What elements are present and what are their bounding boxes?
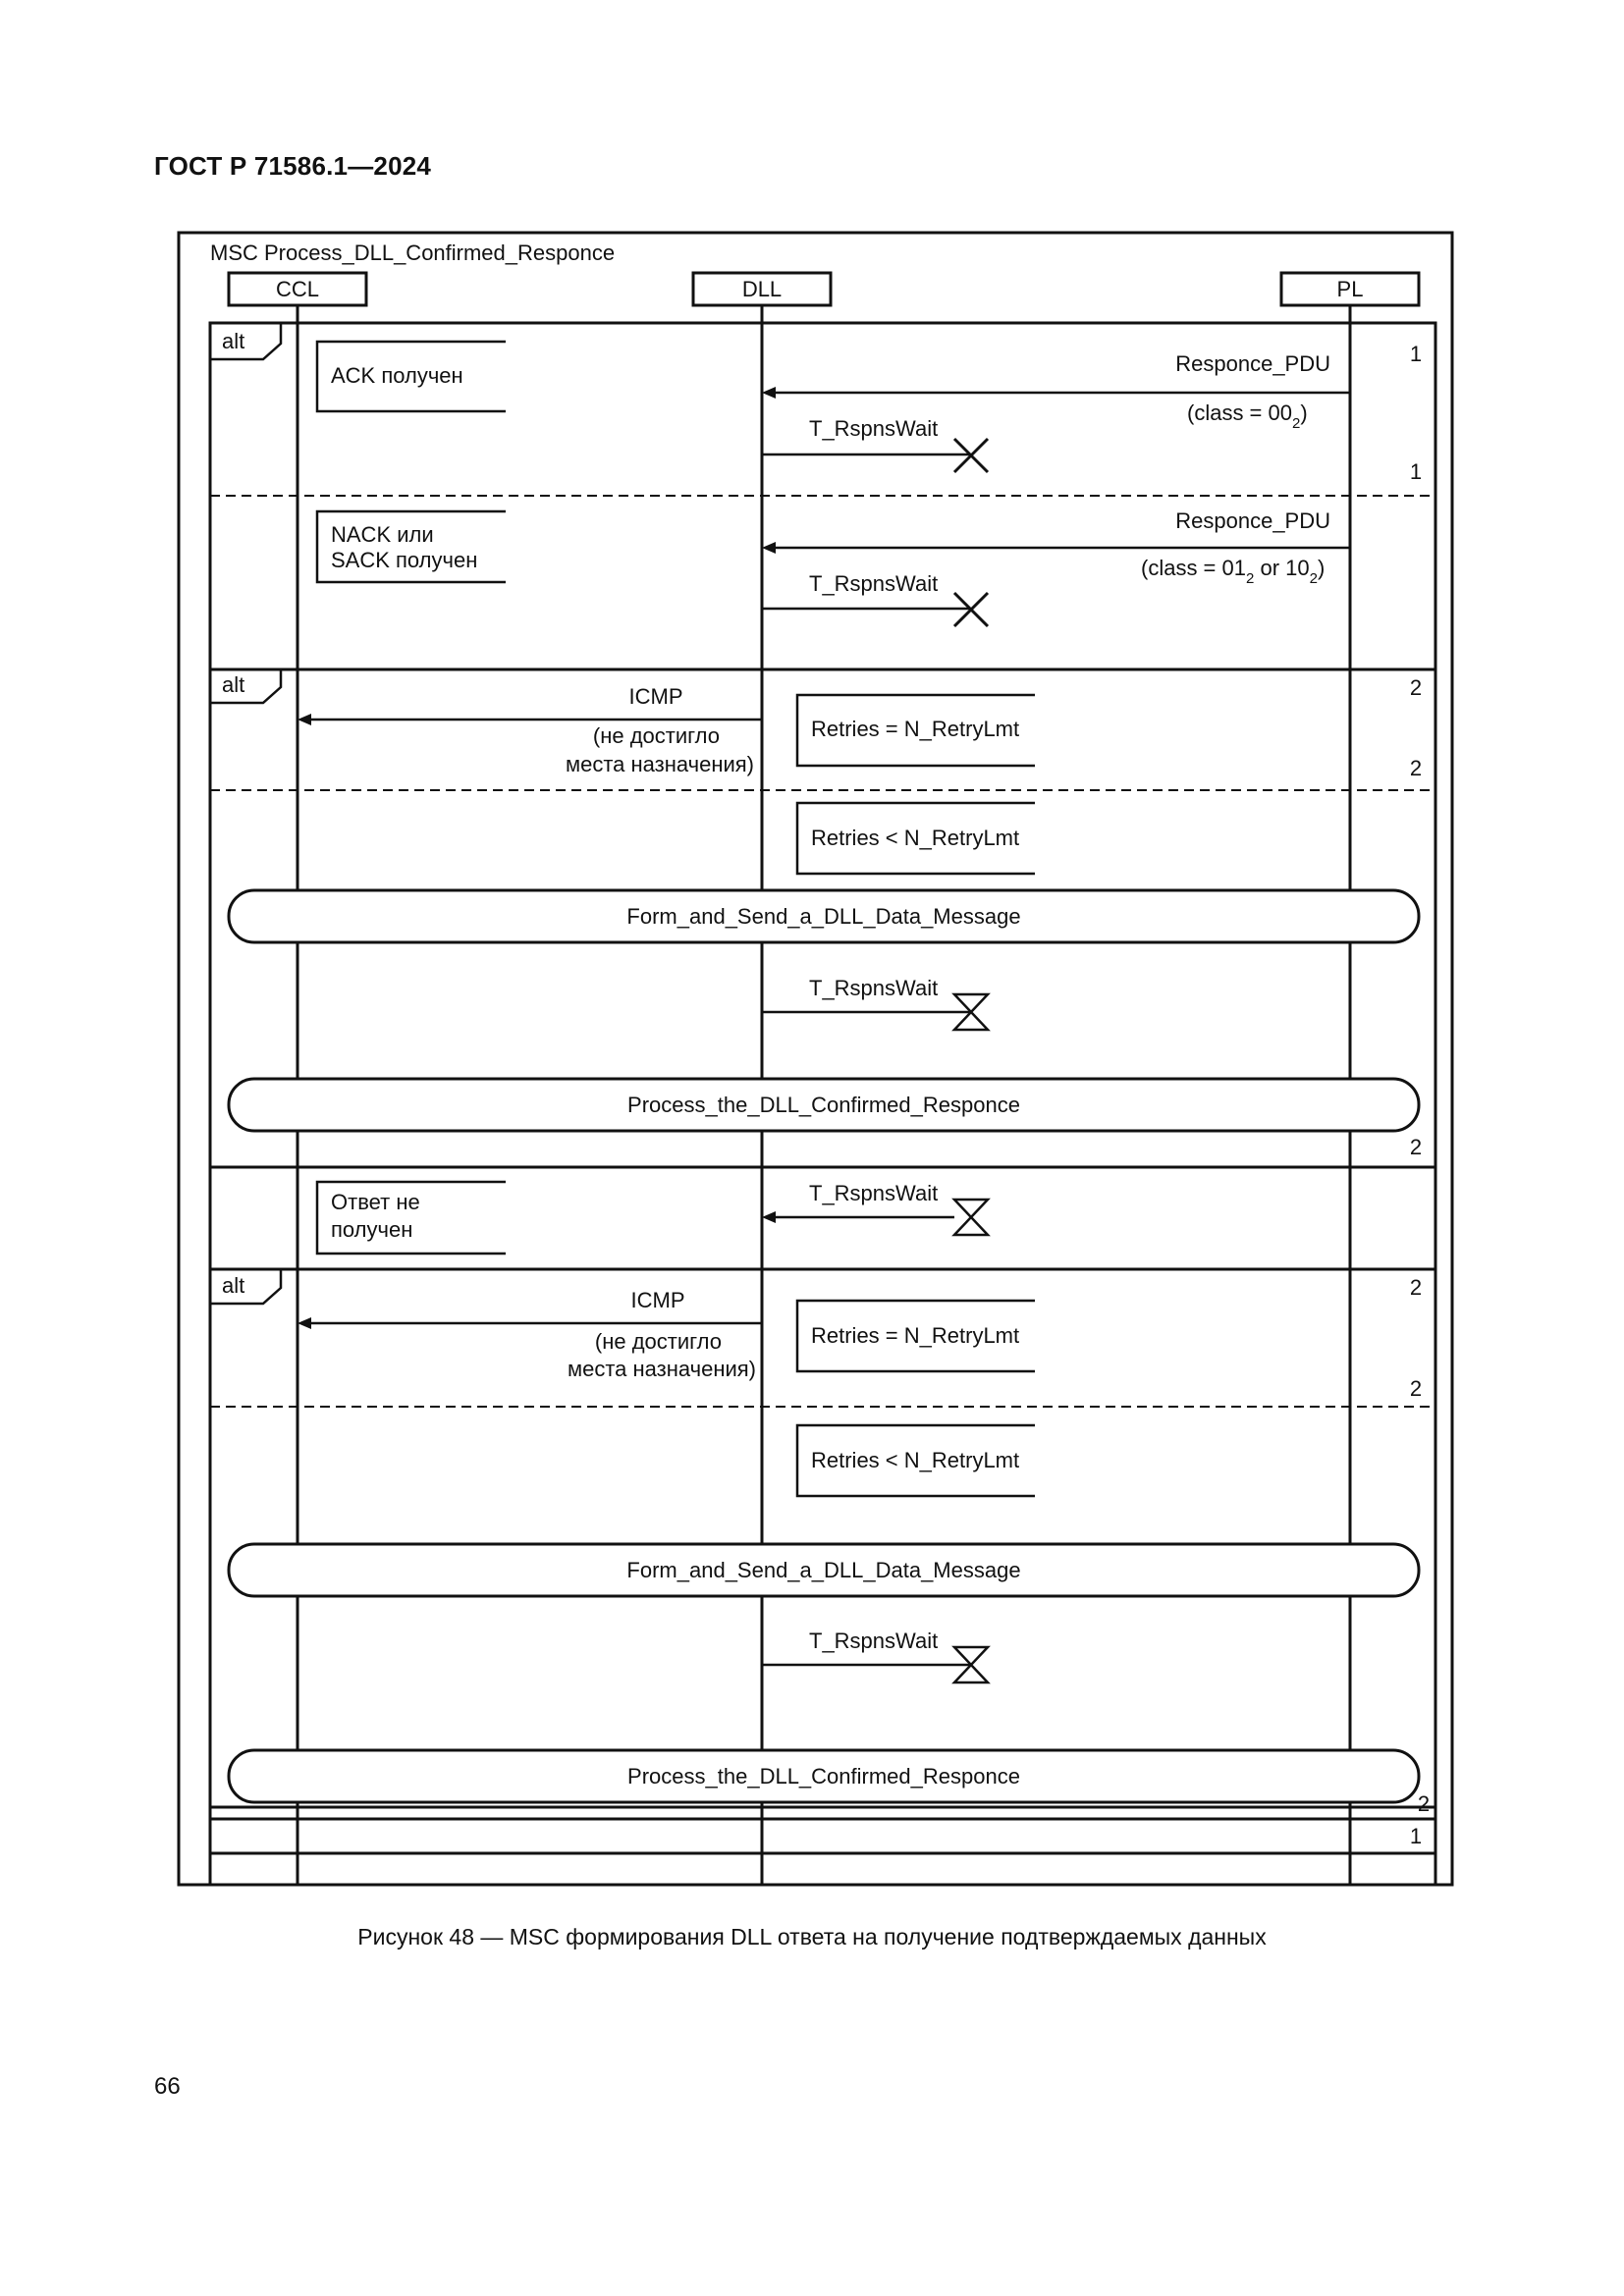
icmp-note-1-line1: (не достигло xyxy=(592,723,720,748)
instance-label-dll: DLL xyxy=(741,277,783,301)
figure-caption: Рисунок 48 — MSC формирования DLL ответа на получение подтверждаемых данных xyxy=(357,1924,1267,1949)
icmp-note-1-line2: места назначения) xyxy=(565,752,754,776)
alt-tag-inner-2 xyxy=(210,1269,281,1304)
connector-label: 1 xyxy=(1409,342,1423,366)
timer-label-e: T_RspnsWait xyxy=(809,1629,939,1653)
condition-nack-line2: SACK получен xyxy=(331,548,478,572)
condition-no-answer-line1: Ответ не xyxy=(331,1190,420,1214)
reference-label-form-and-send-1: Form_and_Send_a_DLL_Data_Message xyxy=(626,904,1021,929)
alt-label-inner-2: alt xyxy=(222,1273,245,1298)
connector-label: 2 xyxy=(1409,1275,1423,1300)
connector-label: 2 xyxy=(1409,756,1423,780)
reference-label-form-and-send-2: Form_and_Send_a_DLL_Data_Message xyxy=(626,1558,1021,1582)
alt-label-outer: alt xyxy=(222,329,245,353)
connector-label: 1 xyxy=(1409,459,1423,484)
alt-frame-inner-2 xyxy=(210,1269,1435,1807)
connector-label: 1 xyxy=(1409,1824,1423,1848)
connector-label: 2 xyxy=(1409,1135,1423,1159)
timer-label-c: T_RspnsWait xyxy=(809,976,939,1000)
document-header: ГОСТ Р 71586.1—2024 xyxy=(154,151,432,181)
message-label-icmp-2: ICMP xyxy=(630,1288,685,1312)
timer-label-b: T_RspnsWait xyxy=(809,571,939,596)
condition-retries-eq-2-label: Retries = N_RetryLmt xyxy=(811,1323,1020,1348)
msc-title: MSC Process_DLL_Confirmed_Responce xyxy=(210,240,616,265)
arrowhead-timer-d xyxy=(762,1211,776,1223)
reference-label-process-2: Process_the_DLL_Confirmed_Responce xyxy=(627,1764,1020,1789)
alt-tag-inner-1 xyxy=(210,669,281,703)
arrowhead-responce-pdu-b xyxy=(762,542,776,554)
class-label-b: (class = $01_2$ or $10_2$) xyxy=(1141,556,1326,587)
connector-label: 2 xyxy=(1417,1791,1431,1816)
connector-label: 2 xyxy=(1409,1376,1423,1401)
condition-retries-eq-1-label: Retries = N_RetryLmt xyxy=(811,717,1020,741)
alt-tag-outer xyxy=(210,323,281,359)
instance-label-pl: PL xyxy=(1336,277,1364,301)
alt-label-inner-1: alt xyxy=(222,672,245,697)
condition-no-answer-line2: получен xyxy=(331,1217,413,1242)
message-label-responce-pdu-a: Responce_PDU xyxy=(1175,351,1330,376)
arrowhead-icmp-2 xyxy=(298,1317,311,1329)
message-label-icmp-1: ICMP xyxy=(628,684,683,709)
timer-label-a: T_RspnsWait xyxy=(809,416,939,441)
icmp-note-2-line1: (не достигло xyxy=(594,1329,722,1354)
timer-label-d: T_RspnsWait xyxy=(809,1181,939,1205)
arrowhead-responce-pdu-a xyxy=(762,387,776,399)
page-number: 66 xyxy=(154,2073,181,2100)
condition-retries-lt-1-label: Retries < N_RetryLmt xyxy=(811,826,1020,850)
arrowhead-icmp-1 xyxy=(298,714,311,725)
instance-label-ccl: CCL xyxy=(275,277,320,301)
class-label-a: (class = $00_2$) xyxy=(1187,400,1308,432)
condition-nack-line1: NACK или xyxy=(331,522,434,547)
message-label-responce-pdu-b: Responce_PDU xyxy=(1175,508,1330,533)
timer-hourglass-icon-d xyxy=(954,1200,988,1235)
condition-retries-lt-2-label: Retries < N_RetryLmt xyxy=(811,1448,1020,1472)
reference-label-process-1: Process_the_DLL_Confirmed_Responce xyxy=(627,1093,1020,1117)
icmp-note-2-line2: места назначения) xyxy=(567,1357,756,1381)
condition-ack-label: ACK получен xyxy=(331,363,463,388)
connector-label: 2 xyxy=(1409,675,1423,700)
